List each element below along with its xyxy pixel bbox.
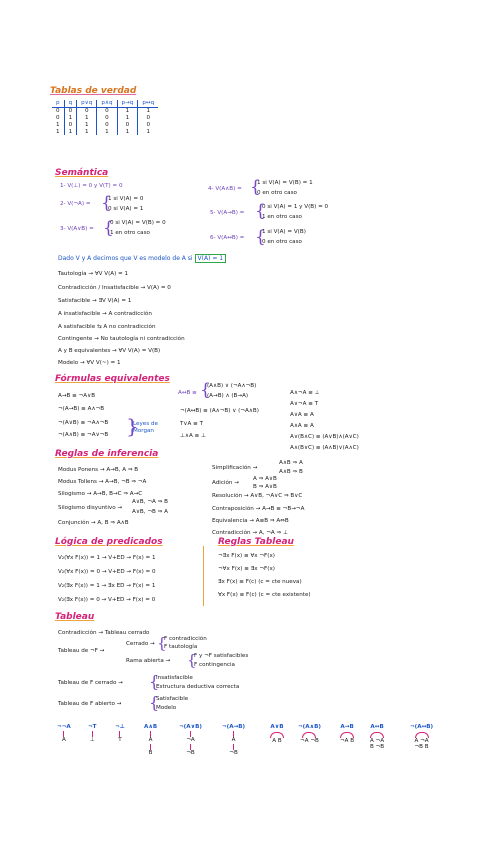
tree-root: ¬(A↔B)	[410, 724, 434, 730]
truth-cell: 1	[56, 128, 60, 135]
disjunctive-syllogism-b: A∨B, ¬B ⇒ A	[132, 509, 168, 515]
truth-cell: 0	[97, 121, 117, 128]
truth-cell: 0	[97, 107, 117, 114]
contraposition-rule: Contraposición → A→B ≡ ¬B→¬A	[212, 506, 305, 512]
equivalence-1: A→B ≡ ¬A∨B	[58, 393, 96, 399]
semantic-rule-1: 1- V(⊥) = 0 y V(T) = 0	[60, 183, 123, 189]
predicates-title: Lógica de predicados	[55, 537, 163, 547]
resolution-rule: Resolución → A∨B, ¬A∨C ⇒ B∨C	[212, 493, 303, 499]
contradiction-definition: Contradicción / Insatisfacible → V(A) = 0	[58, 285, 171, 291]
tableau-tree	[144, 724, 157, 756]
tree-root: ¬(A→B)	[222, 724, 246, 730]
tableau-negF-open: Rama abierta →	[126, 658, 171, 664]
equivalence-12: A∧A ≡ A	[290, 423, 314, 429]
tableau-tree	[179, 724, 202, 756]
semantics-title: Semántica	[55, 168, 109, 178]
contingent-definition: Contingente → No tautología ni contradicción	[58, 336, 185, 342]
semantic-rule-6-case-b: 0 en otro caso	[262, 239, 302, 245]
truth-header-cell: p∧q	[97, 100, 117, 107]
equivalence-3: ¬(A∨B) ≡ ¬A∧¬B	[58, 420, 109, 426]
truth-header-cell: q	[64, 100, 77, 107]
predicate-rule-1: V₂(∀x F(x)) = 1 → V+ED → F(x) = 1	[58, 555, 156, 561]
equivalence-9: A∧¬A ≡ ⊥	[290, 390, 320, 396]
brace-icon: {	[103, 218, 114, 238]
tree-root: A∧B	[144, 724, 158, 730]
model-definition-text: Dado V y A decimos que V es modelo de A si	[58, 255, 193, 262]
addition-label: Adición →	[212, 480, 239, 486]
tableau-closed-rule: Contradicción → Tableau cerrado	[58, 630, 150, 636]
brace-icon: {	[250, 177, 261, 197]
truth-cell: 1	[97, 128, 117, 135]
tableau-rules-title: Reglas Tableau	[218, 537, 294, 547]
tableau-tree	[410, 724, 433, 750]
tableau-rule-3: ∃x F(x) ≡ F(c) (c = cte nueva)	[218, 579, 302, 585]
truth-cell: 0	[64, 121, 77, 128]
brace-icon: {	[255, 201, 266, 221]
semantic-rule-3-case-a: 0 si V(A) = V(B) = 0	[110, 220, 166, 226]
tree-root: ¬⊥	[115, 724, 125, 730]
semantic-rule-4-label: 4- V(A∧B) =	[208, 186, 242, 192]
truth-cell: 1	[56, 121, 60, 128]
tableau-F-closed-label: Tableau de F cerrado →	[58, 680, 123, 686]
tree-root: ¬¬A	[57, 724, 71, 730]
truth-header-cell: p∨q	[77, 100, 97, 107]
syllogism: Silogismo → A→B, B→C ⇒ A→C	[58, 491, 143, 497]
disjunctive-syllogism-label: Silogismo disyuntivo →	[58, 505, 123, 511]
tree-root: ¬(A∧B)	[298, 724, 321, 730]
tree-leaf: A ¬A	[414, 738, 429, 744]
tableau-F-closed-b: Estructura deductiva correcta	[156, 684, 240, 690]
tree-leaf: A	[148, 737, 153, 743]
simplification-label: Simplificación →	[212, 465, 258, 471]
tree-leaf: ⊥	[89, 737, 95, 743]
disjunctive-syllogism-a: A∨B, ¬A ⇒ B	[132, 499, 168, 505]
inference-title: Reglas de inferencia	[55, 449, 159, 459]
truth-cell: 0	[77, 107, 97, 114]
tableau-tree	[298, 724, 321, 744]
truth-cell: 0	[97, 115, 117, 122]
addition-b: B ⇒ A∨B	[253, 484, 277, 490]
tableau-negF-closed: Cerrado →	[126, 641, 155, 647]
truth-cell: 1	[77, 121, 97, 128]
truth-cell: 0	[64, 107, 77, 114]
tableau-tree	[57, 724, 71, 743]
tautology-definition: Tautología → ∀V V(A) = 1	[58, 271, 129, 277]
tree-root: A→B	[340, 724, 354, 730]
equivalence-4: ¬(A∧B) ≡ ¬A∨¬B	[58, 432, 109, 438]
tableau-negF-closed-b: F tautología	[164, 644, 198, 650]
equivalence-5-label: A↔B ≡	[178, 390, 197, 396]
tree-leaf: B	[148, 750, 153, 756]
equivalence-8: ⊥∧A ≡ ⊥	[180, 433, 206, 439]
truth-cell: 0	[138, 121, 158, 128]
tree-leaf: ¬B	[186, 750, 195, 756]
tree-leaf: ¬B	[229, 750, 238, 756]
truth-header-cell: p	[52, 100, 64, 107]
truth-cell: 1	[138, 128, 158, 135]
brace-icon: {	[101, 193, 112, 213]
model-note: Modelo → ∀V V(~) = 1	[58, 360, 121, 366]
tableau-negF-label: Tableau de ¬F →	[58, 648, 105, 654]
tree-leaf: ¬A	[186, 737, 195, 743]
tree-leaf: ¬A ¬B	[300, 738, 319, 744]
equivalence-5-b: (A→B) ∧ (B→A)	[207, 393, 249, 399]
truth-cell: 0	[138, 115, 158, 122]
model-definition	[58, 255, 226, 262]
truth-cell: 1	[77, 128, 97, 135]
truth-cell: 0	[117, 121, 138, 128]
truth-cell: 1	[64, 128, 77, 135]
tree-root: ¬(A∨B)	[179, 724, 202, 730]
conjunction-rule: Conjunción → A, B ⇒ A∧B	[58, 520, 129, 526]
modus-tollens: Modus Tollens → A→B, ¬B ⇒ ¬A	[58, 479, 147, 485]
semantic-rule-2-label: 2- V(¬A) =	[60, 201, 91, 207]
tree-root: A↔B	[370, 724, 384, 730]
brace-icon: {	[149, 672, 160, 691]
tableau-negF-open-b: F contingencia	[194, 662, 235, 668]
predicate-rule-4: V₂(∃x F(x)) = 0 → V+ED → F(x) = 0	[58, 597, 156, 603]
simplification-b: A∧B ⇒ B	[279, 469, 303, 475]
semantic-rule-3-label: 3- V(A∨B) =	[60, 226, 94, 232]
tree-leaf: T	[118, 737, 122, 743]
satisfiable-note: A satisfacible ⇆ A no contradicción	[58, 324, 156, 330]
truth-cell: 1	[64, 115, 77, 122]
modus-ponens: Modus Ponens → A→B, A ⇒ B	[58, 467, 139, 473]
equivalences-title: Fórmulas equivalentes	[55, 374, 170, 384]
truth-cell: 1	[117, 115, 138, 122]
truth-table	[52, 100, 158, 135]
brace-icon: {	[157, 634, 167, 652]
semantic-rule-5-label: 5- V(A→B) =	[210, 210, 245, 216]
insatisfiable-note: A insatisfacible → A contradicción	[58, 311, 152, 317]
brace-icon: {	[255, 227, 266, 247]
tableau-rule-4: ∀x F(x) ≡ F(c) (c = cte existente)	[218, 592, 311, 598]
tableau-negF-closed-a: F contradicción	[164, 636, 207, 642]
tree-leaf: A ¬A	[370, 738, 385, 744]
tableau-F-open-label: Tableau de F abierto →	[58, 701, 122, 707]
truth-cell: 1	[138, 107, 158, 114]
tableau-F-open-b: Modelo	[156, 705, 177, 711]
tableau-rule-2: ¬∀x F(x) ≡ ∃x ¬F(x)	[218, 566, 275, 572]
brace-icon: }	[126, 414, 139, 438]
truth-header-cell: p→q	[117, 100, 138, 107]
truth-cell: 1	[77, 115, 97, 122]
truth-cell: 0	[56, 114, 60, 121]
tableau-tree	[370, 724, 384, 750]
semantic-rule-6-case-a: 1 si V(A) = V(B)	[262, 229, 306, 235]
section-divider	[203, 546, 204, 606]
semantic-rule-6-label: 6- V(A↔B) =	[210, 235, 245, 241]
tableau-negF-open-a: F y ¬F satisfacibles	[194, 653, 249, 659]
tree-leaf: A	[61, 737, 66, 743]
model-condition-box: V(A) = 1	[195, 254, 227, 263]
contradiction-rule: Contradicción → A, ¬A ⇒ ⊥	[212, 530, 288, 536]
tableau-tree	[222, 724, 245, 756]
tree-leaf: A B	[272, 738, 282, 744]
equivalent-definition: A y B equivalentes → ∀V V(A) = V(B)	[58, 348, 161, 354]
brace-icon: {	[149, 693, 160, 712]
tableau-F-closed-a: Insatisfacible	[156, 675, 193, 681]
tree-leaf: B ¬B	[370, 744, 385, 750]
truth-cell: 0	[56, 108, 60, 115]
simplification-a: A∧B ⇒ A	[279, 460, 303, 466]
semantic-rule-2-case-b: 0 si V(A) = 1	[108, 206, 144, 212]
tableau-rule-1: ¬∃x F(x) ≡ ∀x ¬F(x)	[218, 553, 275, 559]
equivalence-6: ¬(A↔B) ≡ (A∧¬B) ∨ (¬A∧B)	[180, 408, 259, 414]
addition-a: A ⇒ A∨B	[253, 476, 277, 482]
equivalence-2: ¬(A→B) ≡ A∧¬B	[58, 406, 105, 412]
equivalence-5-a: (A∧B) ∨ (¬A∧¬B)	[207, 383, 257, 389]
brace-icon: {	[187, 651, 197, 669]
tableau-tree	[115, 724, 125, 743]
tableau-title: Tableau	[55, 612, 95, 622]
semantic-rule-5-case-a: 0 si V(A) = 1 y V(B) = 0	[262, 204, 329, 210]
tree-leaf: ¬B B	[414, 744, 429, 750]
tree-leaf: A	[231, 737, 236, 743]
tableau-tree	[270, 724, 284, 744]
truth-cell: 1	[117, 107, 138, 114]
truth-cell: 1	[117, 128, 138, 135]
tree-root: ¬T	[88, 724, 97, 730]
semantic-rule-5-case-b: 1 en otro caso	[262, 214, 302, 220]
equivalence-rule: Equivalencia → A≡B ⇒ A⇔B	[212, 518, 289, 524]
tableau-tree	[88, 724, 97, 743]
semantic-rule-4-case-a: 1 si V(A) = V(B) = 1	[257, 180, 313, 186]
equivalence-10: A∨¬A ≡ T	[290, 401, 319, 407]
tableau-tree	[340, 724, 354, 744]
morgan-laws-label: Leyes de Morgan	[133, 421, 158, 434]
truth-header-cell: p↔q	[138, 100, 158, 107]
brace-icon: {	[200, 380, 211, 400]
equivalence-14: A∧(B∨C) ≡ (A∧B)∨(A∧C)	[290, 445, 359, 451]
tree-root: A∨B	[270, 724, 284, 730]
predicate-rule-2: V₂(∀x F(x)) = 0 → V+ED → F(x) = 0	[58, 569, 156, 575]
equivalence-11: A∨A ≡ A	[290, 412, 314, 418]
semantic-rule-4-case-b: 0 en otro caso	[257, 190, 297, 196]
truth-table-title: Tablas de verdad	[50, 86, 137, 96]
satisfiable-definition: Satisfacible → ∃V V(A) = 1	[58, 298, 132, 304]
predicate-rule-3: V₂(∃x F(x)) = 1 → ∃x ED → F(x) = 1	[58, 583, 156, 589]
semantic-rule-2-case-a: 1 si V(A) = 0	[108, 196, 144, 202]
semantic-rule-3-case-b: 1 en otro caso	[110, 230, 150, 236]
tableau-F-open-a: Satisfacible	[156, 696, 189, 702]
equivalence-13: A∨(B∧C) ≡ (A∨B)∧(A∨C)	[290, 434, 359, 440]
tree-leaf: ¬A B	[340, 738, 355, 744]
equivalence-7: T∨A ≡ T	[180, 421, 203, 427]
